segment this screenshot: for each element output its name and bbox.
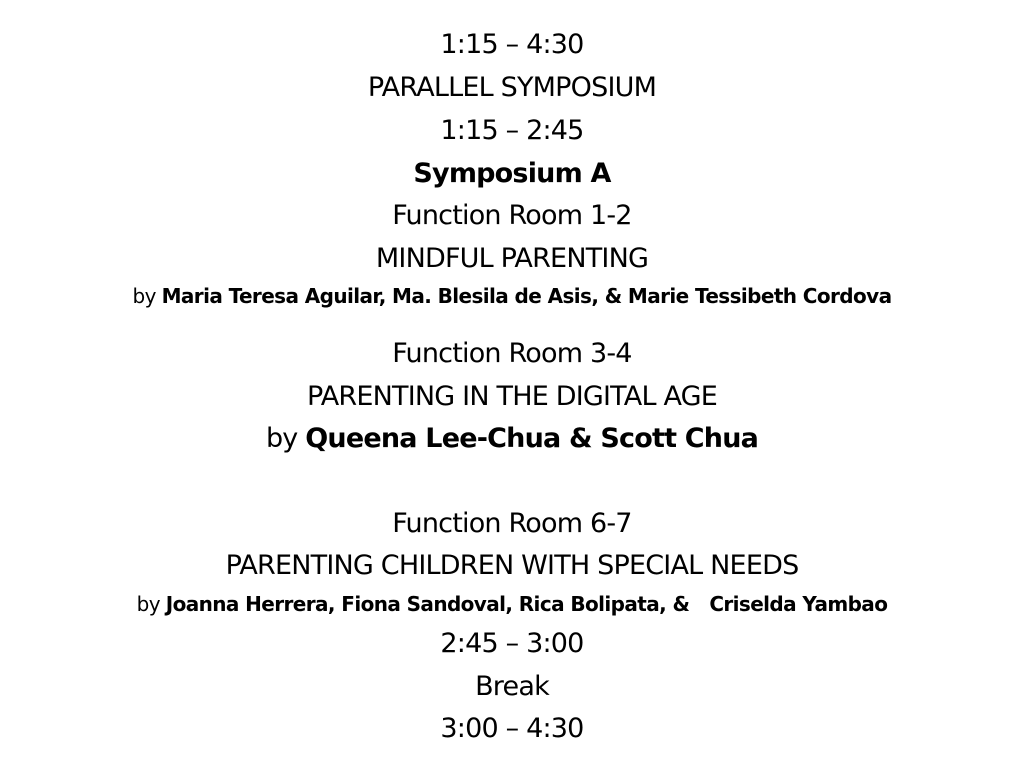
speakers-names-part-2: Criselda Yambao bbox=[709, 592, 888, 616]
topic-special-needs: PARENTING CHILDREN WITH SPECIAL NEEDS bbox=[225, 550, 799, 581]
room-1-2: Function Room 1-2 bbox=[392, 200, 632, 231]
by-label: by bbox=[132, 284, 156, 308]
by-label: by bbox=[265, 423, 298, 454]
speakers-names: Maria Teresa Aguilar, Ma. Blesila de Asis, & Marie Tessibeth Cordova bbox=[161, 284, 892, 308]
topic-digital-age: PARENTING IN THE DIGITAL AGE bbox=[306, 381, 718, 412]
room-3-4: Function Room 3-4 bbox=[392, 338, 632, 369]
break-time: 2:45 – 3:00 bbox=[440, 628, 584, 659]
speakers-line-3 bbox=[0, 594, 1024, 614]
time-range-b: 3:00 – 4:30 bbox=[440, 713, 584, 744]
topic-mindful-parenting: MINDFUL PARENTING bbox=[375, 243, 649, 274]
symposium-label: Symposium A bbox=[413, 158, 611, 189]
speakers-line-2 bbox=[0, 425, 1024, 452]
time-range-a: 1:15 – 2:45 bbox=[440, 115, 584, 146]
break-label: Break bbox=[475, 671, 549, 702]
section-title: PARALLEL SYMPOSIUM bbox=[367, 72, 657, 103]
by-label: by bbox=[136, 592, 160, 616]
time-range-main: 1:15 – 4:30 bbox=[440, 29, 584, 60]
speakers-names-part-1: Joanna Herrera, Fiona Sandoval, Rica Bolipata, & bbox=[165, 592, 690, 616]
speakers-line-1 bbox=[0, 286, 1024, 306]
speakers-names: Queena Lee-Chua & Scott Chua bbox=[305, 423, 759, 454]
room-6-7: Function Room 6-7 bbox=[392, 508, 632, 539]
